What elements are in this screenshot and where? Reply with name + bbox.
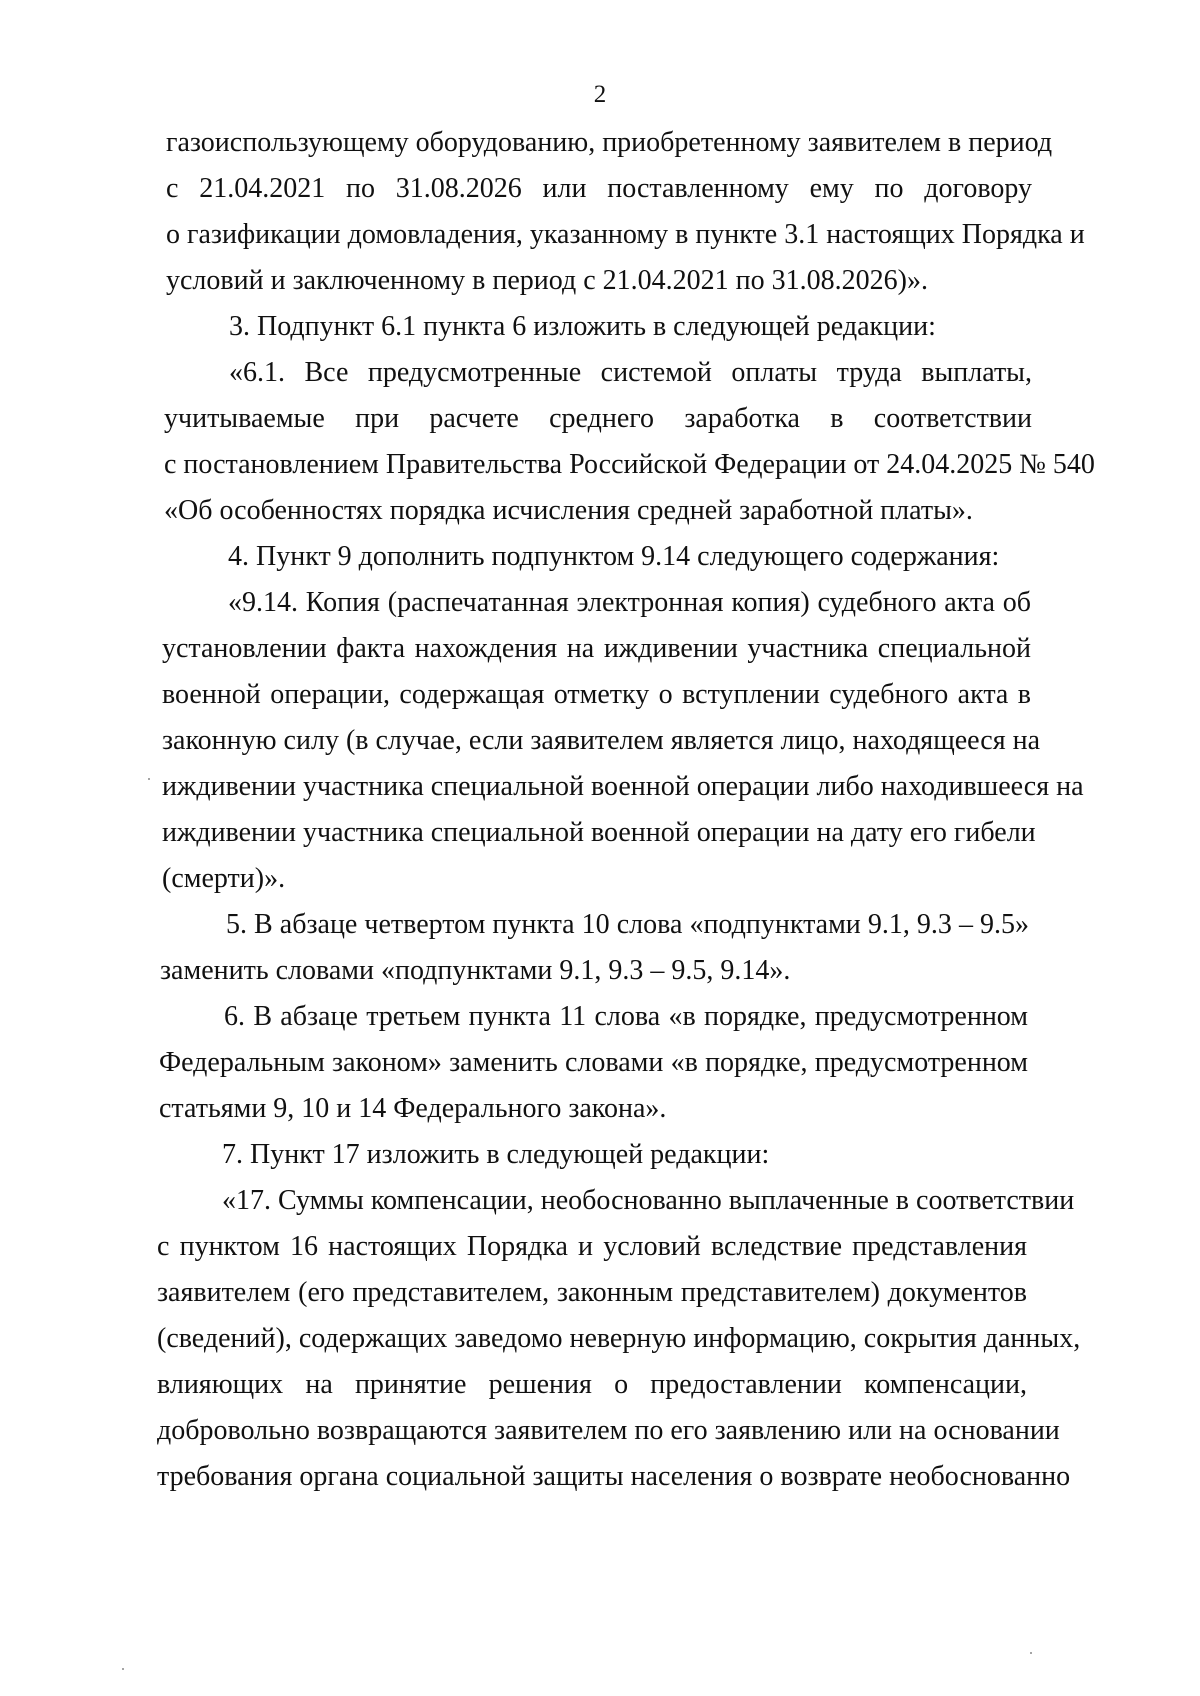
text-line: с 21.04.2021 по 31.08.2026 или поставленному ему по договору bbox=[166, 173, 1032, 204]
text-line: заявителем (его представителем, законным представителем) документов bbox=[157, 1277, 1027, 1308]
scan-speck bbox=[1030, 1652, 1032, 1654]
text-line: газоиспользующему оборудованию, приобретенному заявителем в период bbox=[166, 127, 1053, 158]
text-line: 7. Пункт 17 изложить в следующей редакции: bbox=[222, 1139, 770, 1170]
text-line: иждивении участника специальной военной операции либо находившееся на bbox=[162, 771, 1084, 802]
text-line: иждивении участника специальной военной операции на дату его гибели bbox=[162, 817, 1036, 848]
text-line: заменить словами «подпунктами 9.1, 9.3 – 9.5, 9.14». bbox=[160, 955, 791, 986]
text-line: (сведений), содержащих заведомо неверную информацию, сокрытия данных, bbox=[157, 1323, 1081, 1354]
text-line: требования органа социальной защиты населения о возврате необоснованно bbox=[157, 1461, 1071, 1492]
text-line: учитываемые при расчете среднего заработка в соответствии bbox=[164, 403, 1032, 434]
text-line: 6. В абзаце третьем пункта 11 слова «в порядке, предусмотренном bbox=[224, 1001, 1028, 1032]
text-line: с пунктом 16 настоящих Порядка и условий вследствие представления bbox=[157, 1231, 1027, 1262]
scan-speck bbox=[122, 1668, 124, 1670]
text-line: 3. Подпункт 6.1 пункта 6 изложить в следующей редакции: bbox=[229, 311, 936, 342]
text-line: военной операции, содержащая отметку о вступлении судебного акта в bbox=[162, 679, 1031, 710]
text-line: 5. В абзаце четвертом пункта 10 слова «подпунктами 9.1, 9.3 – 9.5» bbox=[226, 909, 1029, 940]
text-line: статьями 9, 10 и 14 Федерального закона». bbox=[159, 1093, 667, 1124]
text-line: 4. Пункт 9 дополнить подпунктом 9.14 следующего содержания: bbox=[228, 541, 1000, 572]
text-line: с постановлением Правительства Российской Федерации от 24.04.2025 № 540 bbox=[164, 449, 1095, 480]
text-line: установлении факта нахождения на иждивении участника специальной bbox=[162, 633, 1031, 664]
text-line: «9.14. Копия (распечатанная электронная копия) судебного акта об bbox=[228, 587, 1031, 618]
scan-speck bbox=[148, 778, 150, 780]
text-line: «Об особенностях порядка исчисления средней заработной платы». bbox=[164, 495, 973, 526]
text-line: влияющих на принятие решения о предоставлении компенсации, bbox=[157, 1369, 1027, 1400]
text-line: о газификации домовладения, указанному в пункте 3.1 настоящих Порядка и bbox=[166, 219, 1085, 250]
text-line: (смерти)». bbox=[162, 863, 286, 894]
text-line: добровольно возвращаются заявителем по его заявлению или на основании bbox=[157, 1415, 1060, 1446]
text-line: законную силу (в случае, если заявителем является лицо, находящееся на bbox=[162, 725, 1041, 756]
page-number: 2 bbox=[593, 81, 607, 108]
text-line: Федеральным законом» заменить словами «в порядке, предусмотренном bbox=[159, 1047, 1028, 1078]
text-line: «17. Суммы компенсации, необоснованно выплаченные в соответствии bbox=[222, 1185, 1075, 1216]
text-line: «6.1. Все предусмотренные системой оплаты труда выплаты, bbox=[229, 357, 1032, 388]
text-line: условий и заключенному в период с 21.04.2021 по 31.08.2026)». bbox=[166, 265, 928, 296]
